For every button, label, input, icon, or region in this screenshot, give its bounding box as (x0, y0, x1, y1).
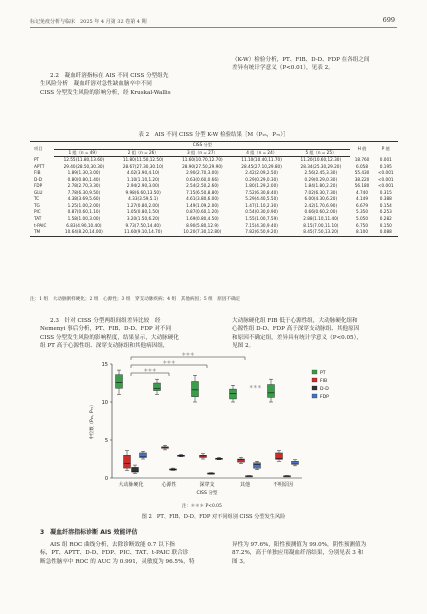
table-cell: 0.29(0.29,0.30) (304, 176, 338, 182)
table-cell: TC (34, 196, 40, 202)
table-cell: 0.282 (379, 216, 392, 222)
table-cell: 0.87(0.60,1.10) (67, 209, 101, 215)
table-cell: 8.90(5.80,12.9) (186, 222, 219, 228)
box-fib (124, 451, 131, 471)
box-pt (268, 379, 275, 402)
y-tick-label: 0 (104, 475, 108, 482)
table-cell: 2.56(2.45,3.30) (304, 170, 338, 176)
x-tick-label: 心源性 (161, 482, 177, 488)
table-cell: 4.740 (356, 189, 369, 195)
table-cell: 6.00(4.30,6.20) (304, 196, 338, 202)
box-fib (238, 457, 245, 463)
text-line: 生风险分析 凝血纤溶对急性缺血脑卒中不同 (40, 81, 152, 88)
header-group-3: 3 组（n = 27） (173, 149, 232, 157)
header-h: H 值 (350, 142, 373, 157)
table-cell: 1.10(1.10,1.20) (126, 176, 160, 182)
box-pt (192, 375, 199, 402)
x-axis-label: CISS 分型 (196, 491, 218, 496)
table-cell: 0.150 (379, 222, 392, 228)
kw-test-table (30, 141, 398, 237)
significance-bracket (131, 357, 245, 360)
text-line: 组 PT 高于心源性组、深穿支动脉组和其他病因组， (40, 343, 169, 350)
box-body (268, 385, 275, 398)
table-cell: 0.388 (379, 196, 392, 202)
table-cell: 5.29(4.40,5.50) (245, 196, 278, 202)
y-axis-label: 中位数（P₂₅, P₇₅） (90, 402, 95, 440)
header-p: P 值 (374, 142, 398, 157)
table-cell: TM (30, 229, 54, 236)
table-cell: 10.64(8.20,14.00) (54, 229, 113, 236)
table-cell: PIC (34, 209, 41, 215)
box-fdp (216, 457, 223, 459)
table-cell: 7.78(6.30,9.50) (67, 189, 101, 195)
table-cell: 0.253 (379, 209, 392, 215)
table-cell: 4.149 (356, 196, 369, 202)
table-cell: 5.350 (356, 209, 369, 215)
x-tick-label: 不明原因 (272, 482, 294, 488)
table-cell: 1.05(0.80,1.50) (126, 209, 160, 215)
table-cell: 6.058 (356, 163, 369, 169)
table-cell: 0.66(0.60,2.00) (304, 209, 338, 215)
table-cell: 28.45(27.10,29.80) (241, 163, 282, 169)
table-cell: 8.100 (350, 229, 373, 236)
x-tick-label: 其他 (239, 482, 251, 488)
table-cell: 0.63(0.60,0.66) (186, 176, 219, 182)
significance-label: ＊＊＊ (249, 384, 262, 389)
section-3-text-left (40, 541, 220, 566)
table-cell: 0.088 (374, 229, 398, 236)
table-cell: 28.67(27.30,30.10) (122, 163, 164, 169)
table-cell: 11.60(10.70,12.70) (182, 157, 223, 163)
text-line: 心源性组 D-D、FDP 高于深穿支动脉组、其他原因 (232, 326, 360, 333)
table-cell: 6.83(4.90,10.40) (66, 222, 102, 228)
table-cell: 1.25(1.00,2.00) (67, 202, 101, 208)
box-fib (276, 451, 283, 462)
table-cell: 1.69(0.80,4.50) (186, 216, 219, 222)
significance-label: ＊＊＊ (181, 351, 195, 357)
table-cell: 0.87(0.60,1.20) (186, 209, 219, 215)
table-cell: 2.78(2.70,3.30) (67, 183, 101, 189)
table-cell: 2.54(2.50,2.60) (186, 183, 219, 189)
table-cell: 29.40(28.50,30.30) (63, 163, 105, 169)
table-cell: GLU (34, 189, 43, 195)
y-tick-label: 15 (101, 361, 108, 368)
table-cell: PT (34, 156, 40, 162)
journal-header: 标记免疫分析与临床 2025 年 4 月第 32 卷第 4 期 (30, 19, 147, 25)
table-cell: 2.42(1.70,6.90) (304, 202, 338, 208)
text-line: （K-W）检验分析，PT、FIB、D-D、FDP 在各组之间 (232, 57, 370, 63)
table-cell: TG (34, 202, 40, 208)
box-fib (200, 454, 207, 459)
table-cell: <0.001 (378, 170, 394, 176)
text-line: Nemenyi 事后分析，PT、FIB、D-D、FDP 对不同 (40, 326, 172, 333)
table-cell: 6.679 (356, 202, 369, 208)
table-cell: 10.20(7.30,12.80) (173, 229, 232, 236)
table-cell: 0.29(0.29,0.30) (245, 176, 278, 182)
section-3-heading: 3 凝血纤溶指标诊断 AIS 效能评估 (40, 529, 138, 536)
table-cell: 7.02(6.30,7.30) (304, 189, 338, 195)
table-cell: 5.050 (356, 216, 369, 222)
table-cell: 2.90(2.70,3.00) (186, 170, 219, 176)
table-cell: 4.02(3.90,4.10) (126, 170, 160, 176)
box-body (116, 375, 123, 389)
table-cell: 9.73(7.50,14.40) (125, 222, 161, 228)
box-pt (230, 385, 237, 402)
table-note: 注：1 组 大动脉粥样硬化；2 组 心源性；3 组 穿支动脉疾病；4 组 其他病因；5 组 原因不确定 (30, 297, 241, 302)
table-cell: 6.750 (356, 222, 369, 228)
legend-swatch (312, 386, 317, 390)
figure-caption: 图 2 PT、FIB、D-D、FDP 对不同组别 CISS 分型发生风险 (141, 514, 286, 520)
box-body (154, 383, 161, 391)
table-cell: 18.760 (354, 156, 370, 162)
box-d-d (208, 473, 215, 475)
table-cell: 7.82(6.50,9.20) (232, 229, 291, 236)
legend-label: FIB (320, 378, 328, 384)
table-cell: 38.220 (354, 176, 370, 182)
text-line: 见图 2。 (232, 343, 255, 350)
table-cell: 2.42(2.09,2.50) (245, 170, 278, 176)
table-cell: 7.15(6.50,8.80) (186, 189, 219, 195)
text-line: 差异有统计学意义（P<0.01），见表 2。 (232, 65, 334, 72)
table-cell: 0.001 (379, 156, 392, 162)
table-cell: APTT (34, 163, 45, 169)
box-body (132, 467, 139, 472)
text-line: AIS 组 ROC 曲线分析，去除诊断效能 0.7 以下指 (50, 542, 175, 548)
box-d-d (284, 476, 291, 477)
section-2-2-text-right (232, 56, 398, 73)
figure-2 (84, 351, 354, 504)
text-line: CISS 分型发生风险的影响分析，经 Kruskal-Wallis (40, 89, 171, 96)
table-cell: 4.61(3.80,6.00) (186, 196, 219, 202)
table-cell: FDP (34, 183, 43, 189)
table-cell: 0.80(0.80,1.40) (67, 176, 101, 182)
table-cell: <0.001 (378, 183, 394, 189)
box-fdp (140, 451, 147, 459)
significance-bracket (131, 365, 207, 368)
table-row (30, 229, 398, 236)
text-line: 标，PT、APTT、D-D、FDP、PIC、TAT、t-PAIC 联合诊 (40, 550, 189, 557)
table-cell: 11.80(11.50,12.50) (122, 157, 164, 163)
header-group-2: 2 组（n = 26） (114, 149, 173, 157)
table-cell: 7.15(4.30,9.40) (245, 222, 278, 228)
header-group-1: 1 组（n = 49） (54, 149, 113, 157)
box-fdp (292, 460, 299, 466)
box-d-d (132, 465, 139, 473)
table-cell: 55.430 (354, 170, 370, 176)
box-d-d (246, 476, 253, 477)
box-body (200, 455, 207, 457)
box-fdp (178, 454, 185, 456)
box-body (230, 389, 237, 399)
legend-swatch (312, 370, 317, 374)
section-2-3-text-left (40, 317, 220, 351)
significance-label: ＊＊＊ (143, 367, 157, 373)
header-group-5: 5 组（n = 25） (291, 149, 350, 157)
table-cell: 0.195 (379, 163, 392, 169)
table-cell: 1.80(1.29,2.00) (245, 183, 278, 189)
header-ciss-group: CISS 分型 (54, 142, 350, 150)
significance-label: ＊＊＊ (162, 359, 176, 365)
box-body (192, 381, 199, 396)
header-item: 项目 (30, 142, 54, 157)
y-tick-label: 5 (104, 437, 108, 444)
text-line: CISS 分型发生风险的影响程度，结果显示，大动脉硬化 (40, 334, 179, 341)
table-cell: 4.33(3.59,5.1) (128, 196, 159, 202)
box-fib (162, 445, 169, 450)
text-line: 2.2 凝血纤溶指标在 AIS 不同 CISS 分型组先 (50, 73, 169, 79)
table-cell: 2.88(1.10,11.40) (303, 216, 339, 222)
text-line: 2.3 针对 CISS 分型两组间组差异比较 经 (50, 318, 161, 324)
box-plot-chart (84, 351, 354, 504)
table-cell: 3.20(1.50,6.20) (126, 216, 160, 222)
legend-label: D-D (320, 386, 329, 392)
legend-label: PT (320, 370, 326, 376)
table-cell: 8.15(7.00,11.10) (303, 222, 339, 228)
table-caption: 表 2 AIS 不同 CISS 分型 K-W 检验结果［M（P₂₅，P₇₅）］ (138, 132, 289, 138)
table-cell: 1.84(1.80,2.20) (304, 183, 338, 189)
page-number: 699 (382, 16, 395, 24)
table-cell: 1.27(0.80,2.00) (126, 202, 160, 208)
table-body (30, 157, 398, 237)
table-cell: <0.001 (378, 176, 394, 182)
legend-swatch (312, 394, 317, 398)
table-cell: 1.49(1.09,2.00) (186, 202, 219, 208)
table-cell: 0.315 (379, 189, 392, 195)
text-line: 断急性脑卒中 ROC 的 AUC 为 0.991，灵敏度为 96.5%，特 (40, 558, 195, 565)
significance-bracket (131, 373, 169, 376)
box-body (254, 463, 261, 468)
box-pt (154, 379, 161, 394)
table-cell: 28.34(25.30,29.20) (300, 163, 342, 169)
box-fdp (254, 461, 261, 469)
table-cell: t-PAIC (34, 222, 47, 228)
box-body (124, 455, 131, 468)
table-cell: 2.94(2.90,3.00) (126, 183, 160, 189)
table-cell: TAT (34, 216, 42, 222)
table-cell: 1.47(1.10,2.30) (245, 202, 278, 208)
table-cell: 56.180 (354, 183, 370, 189)
table-cell: 9.98(6.60,13.50) (125, 189, 161, 195)
text-line: 87.2%，高于单独应用凝血纤溶结果，分别见表 3 和 (232, 550, 364, 557)
box-d-d (170, 468, 177, 470)
box-pt (116, 370, 123, 394)
table-cell: D-D (34, 176, 42, 182)
legend-label: FDP (320, 394, 329, 400)
table-cell: 11.20(10.60,12.30) (300, 157, 342, 163)
legend-swatch (312, 378, 317, 382)
table-cell: 0.54(0.30,0.90) (245, 209, 278, 215)
x-tick-label: 深穿支 (199, 482, 215, 488)
text-line: 和原因不确定组，差异具有统计学意义（P<0.05）， (232, 334, 362, 341)
section-2-2-text-left (40, 72, 220, 97)
table-row (30, 157, 398, 164)
table-cell: 4.38(3.69,5.60) (67, 196, 101, 202)
text-line: 大动脉硬化组 FIB 低于心源性组，大动脉硬化组和 (232, 318, 358, 324)
table-cell: 28.90(27.50,29.90) (182, 163, 223, 169)
table-cell: 7.52(6.30,8.40) (245, 189, 278, 195)
y-tick-label: 10 (101, 399, 108, 406)
header-group-4: 4 组（n = 24） (232, 149, 291, 157)
table-cell: 1.55(1.00,7.59) (245, 216, 278, 222)
text-line: 图 3。 (232, 558, 249, 565)
header-rule (30, 27, 397, 28)
section-3-text-right (232, 541, 398, 566)
text-line: 异性为 97.6%，阳性预测值为 99.0%，阴性预测值为 (232, 542, 367, 548)
table-cell: 1.58(1.00,3.00) (67, 216, 101, 222)
table-cell: 11.60(9.10,14.70) (114, 229, 173, 236)
x-tick-label: 大动脉硬化 (118, 482, 144, 488)
section-2-3-text-right (232, 317, 398, 351)
table-cell: 1.89(1.30,3.00) (67, 170, 101, 176)
table-cell: 11.10(10.40,11.70) (241, 157, 282, 163)
table-cell: 8.45(7.50,13.20) (291, 229, 350, 236)
figure-significance-note: 注：＊＊＊ P<0.05 (182, 504, 222, 509)
table-cell: 12.55(11.80,13.60) (63, 157, 105, 163)
table-cell: 0.154 (379, 202, 392, 208)
table-cell: FIB (34, 170, 41, 176)
